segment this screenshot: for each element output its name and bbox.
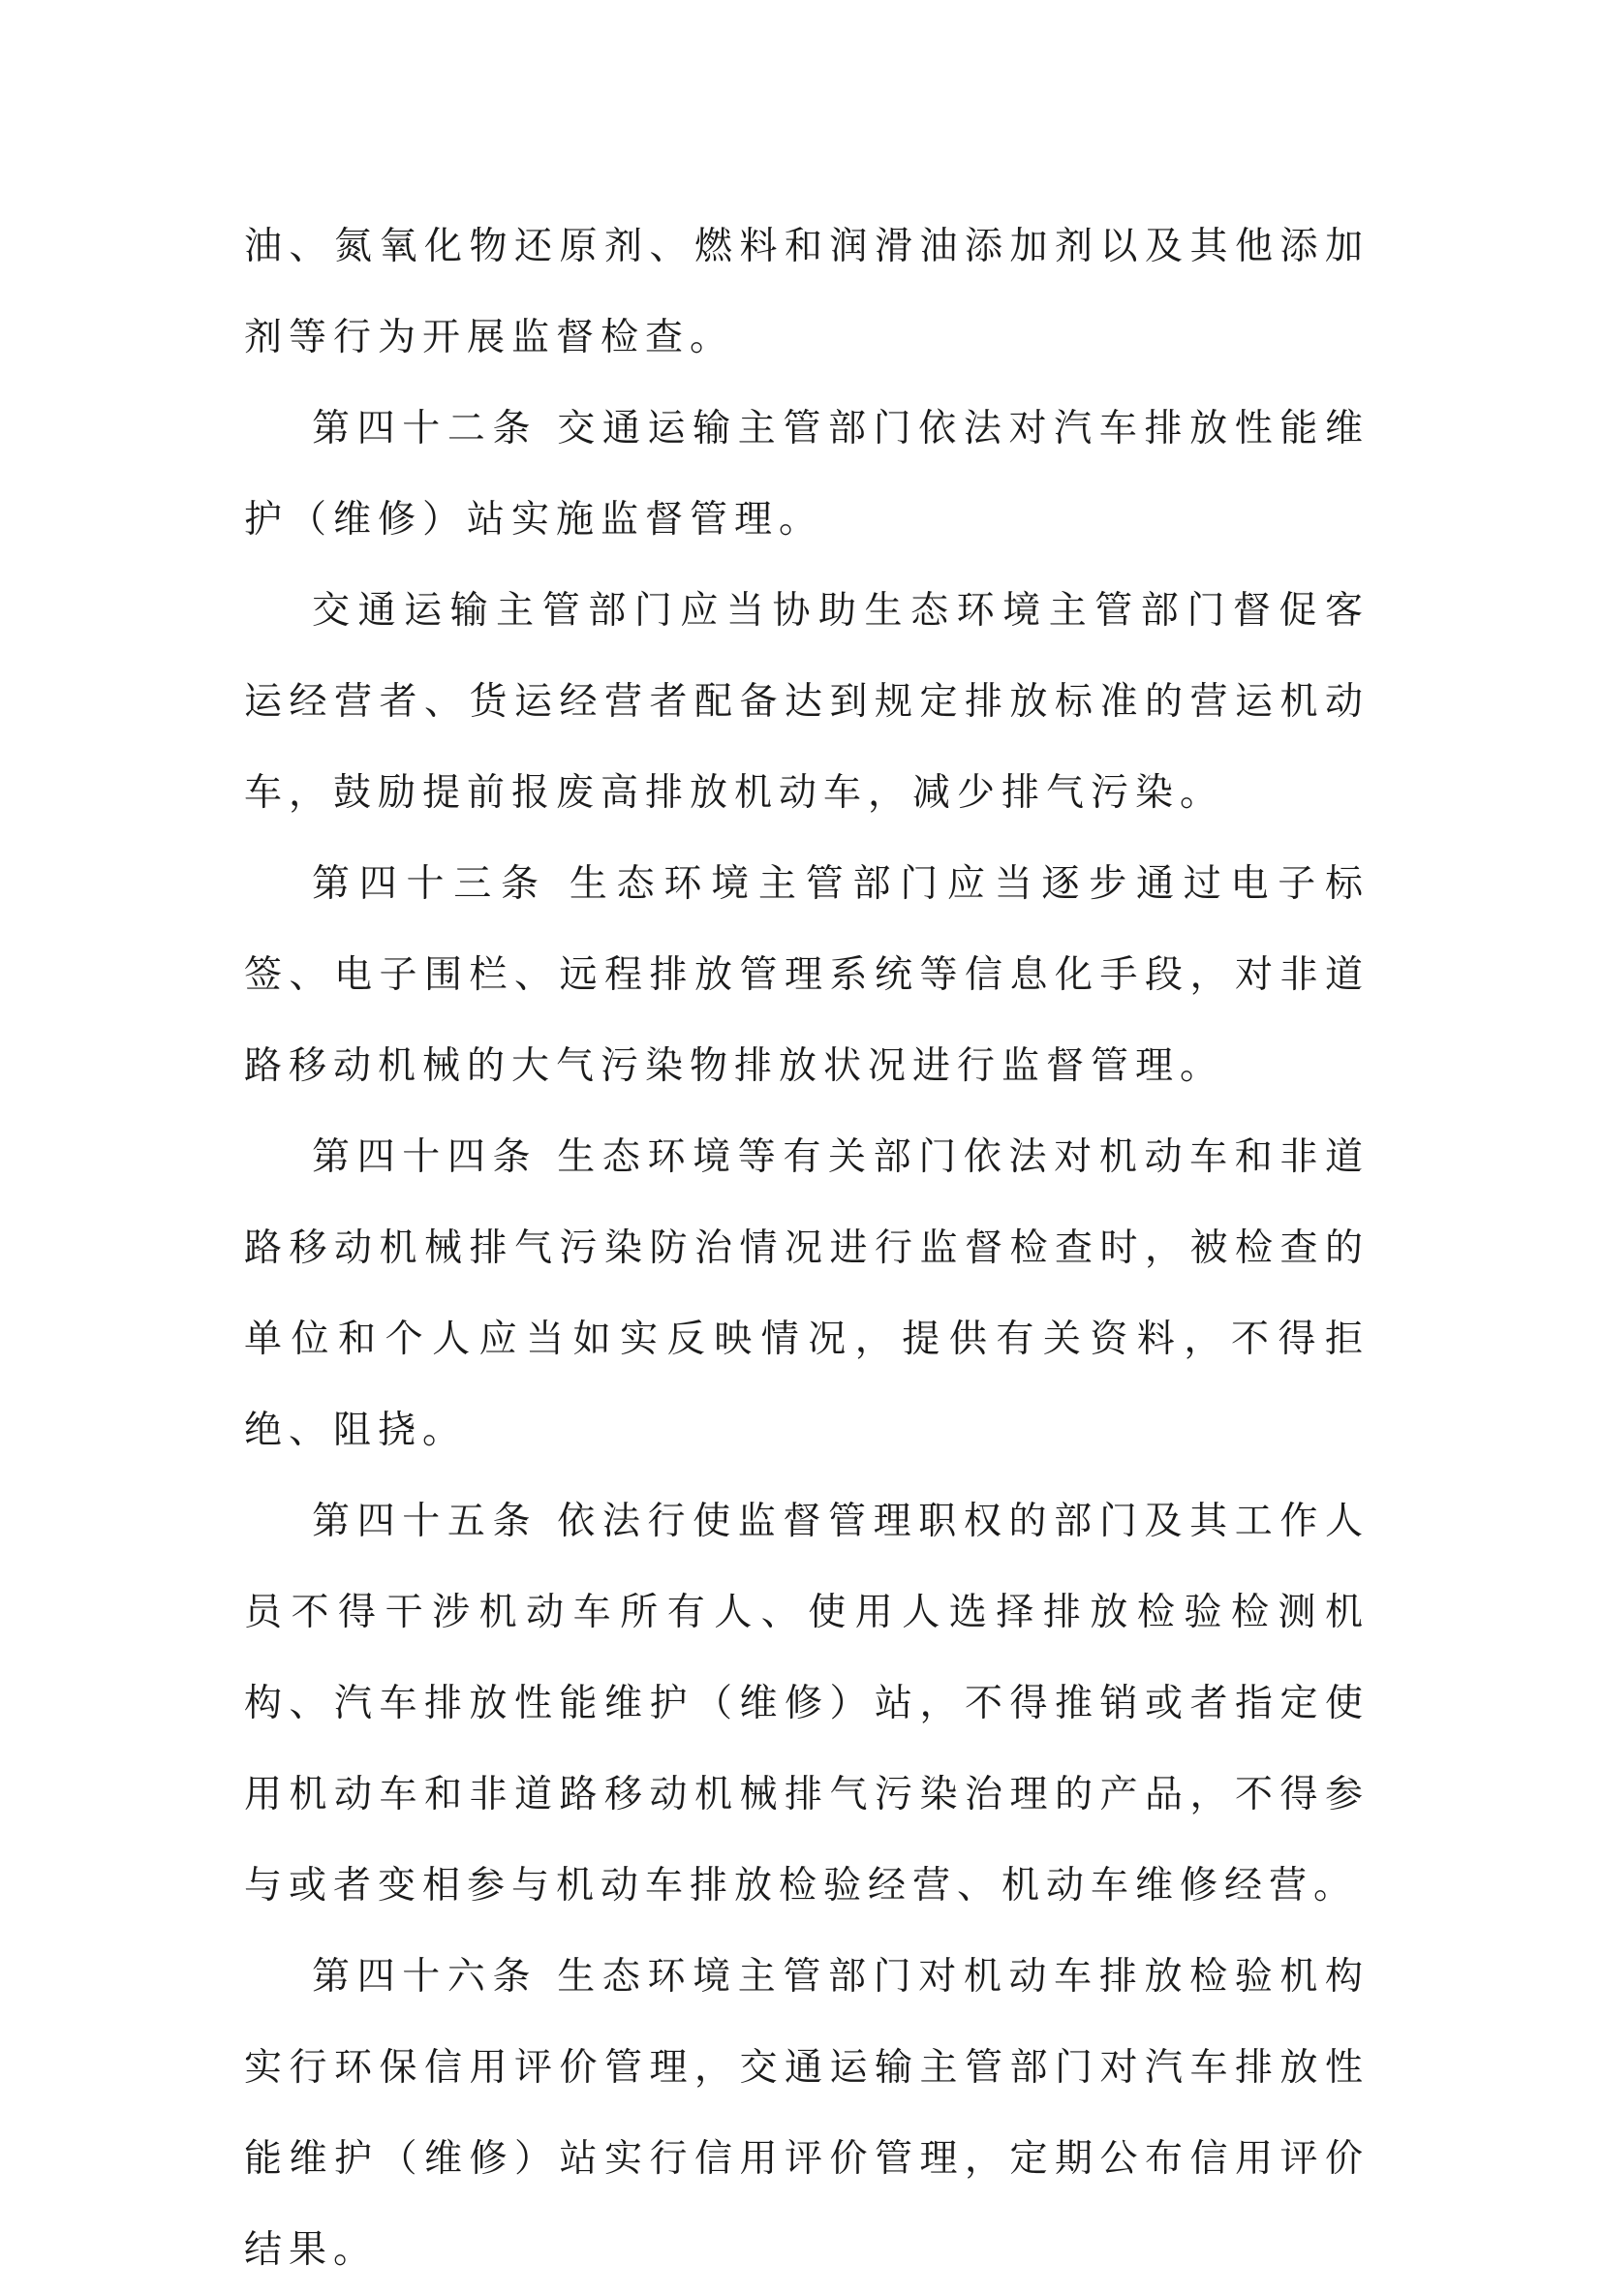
- paragraph-article-44: 第四十四条 生态环境等有关部门依法对机动车和非道路移动机械排气污染防治情况进行监督检查时，被检查的单位和个人应当如实反映情况，提供有关资料，不得拒绝、阻挠。: [244, 1135, 1370, 1452]
- document-body: [244, 202, 1370, 2296]
- paragraph-article-42-clause-2: 交通运输主管部门应当协助生态环境主管部门督促客运经营者、货运经营者配备达到规定排放标准的营运机动车，鼓励提前报废高排放机动车，减少排气污染。: [244, 589, 1370, 815]
- paragraph-article-42: 第四十二条 交通运输主管部门依法对汽车排放性能维护（维修）站实施监督管理。: [244, 407, 1370, 542]
- paragraph-continuation: 油、氮氧化物还原剂、燃料和润滑油添加剂以及其他添加剂等行为开展监督检查。: [244, 225, 1370, 359]
- paragraph-article-45: 第四十五条 依法行使监督管理职权的部门及其工作人员不得干涉机动车所有人、使用人选择排放检验检测机构、汽车排放性能维护（维修）站，不得推销或者指定使用机动车和非道路移动机械排气污染治理的产品，不得参与或者变相参与机动车排放检验经营、机动车维修经营。: [244, 1500, 1370, 1908]
- paragraph-article-46: 第四十六条 生态环境主管部门对机动车排放检验机构实行环保信用评价管理，交通运输主管部门对汽车排放性能维护（维修）站实行信用评价管理，定期公布信用评价结果。: [244, 1955, 1370, 2272]
- paragraph-article-43: 第四十三条 生态环境主管部门应当逐步通过电子标签、电子围栏、远程排放管理系统等信息化手段，对非道路移动机械的大气污染物排放状况进行监督管理。: [244, 862, 1370, 1088]
